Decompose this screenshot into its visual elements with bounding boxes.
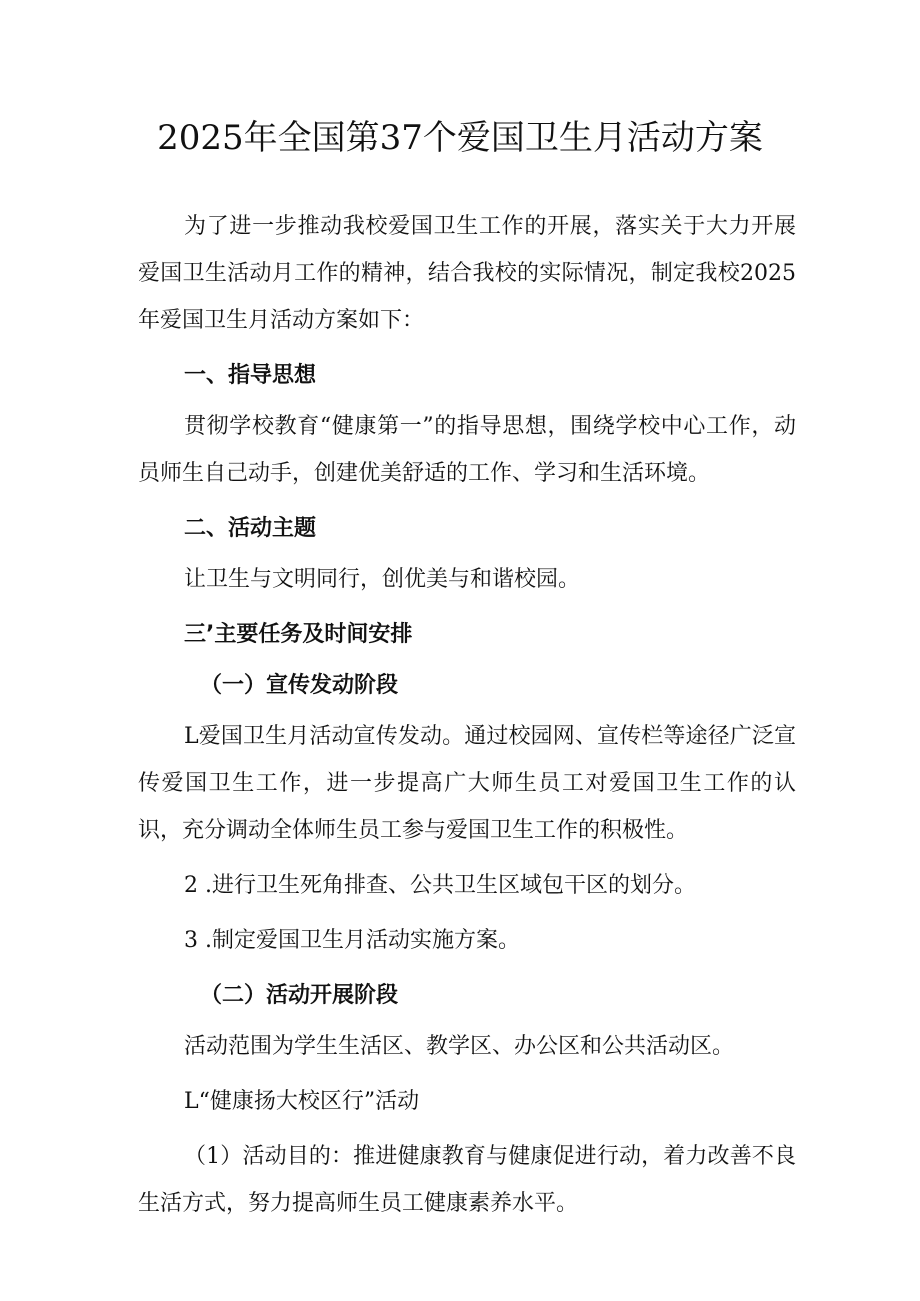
subsection-heading-publicity-phase: （一）宣传发动阶段 [200, 673, 399, 698]
subsection-heading-activity-phase: （二）活动开展阶段 [200, 983, 399, 1008]
section-heading-activity-theme: 二、活动主题 [184, 516, 317, 541]
activity-1-goal: （1）活动目的：推进健康教育与健康促进行动，着力改善不良生活方式，努力提高师生员工健康素养水平。 [138, 1144, 796, 1216]
document-title: 2025年全国第37个爱国卫生月活动方案 [157, 118, 763, 158]
document-body [138, 203, 796, 1227]
publicity-item-2: 2 .进行卫生死角排查、公共卫生区域包干区的划分。 [184, 873, 696, 898]
publicity-item-3: 3 .制定爱国卫生月活动实施方案。 [184, 928, 520, 953]
intro-paragraph: 为了进一步推动我校爱国卫生工作的开展，落实关于大力开展爱国卫生活动月工作的精神，结合我校的实际情况，制定我校2025年爱国卫生月活动方案如下： [138, 214, 796, 333]
activity-scope-paragraph: 活动范围为学生生活区、教学区、办公区和公共活动区。 [184, 1034, 735, 1059]
publicity-item-1: L爱国卫生月活动宣传发动。通过校园网、宣传栏等途径广泛宣传爱国卫生工作，进一步提高广大师生员工对爱国卫生工作的认识，充分调动全体师生员工参与爱国卫生工作的积极性。 [138, 724, 796, 843]
section-heading-main-tasks: 三’主要任务及时间安排 [184, 622, 413, 647]
activity-1-title: L“健康扬大校区行”活动 [184, 1089, 420, 1114]
section-heading-guiding-ideology: 一、指导思想 [184, 363, 317, 388]
activity-theme-paragraph: 让卫生与文明同行，创优美与和谐校园。 [184, 567, 581, 592]
guiding-ideology-paragraph: 贯彻学校教育“健康第一”的指导思想，围绕学校中心工作，动员师生自己动手，创建优美舒适的工作、学习和生活环境。 [138, 414, 796, 486]
